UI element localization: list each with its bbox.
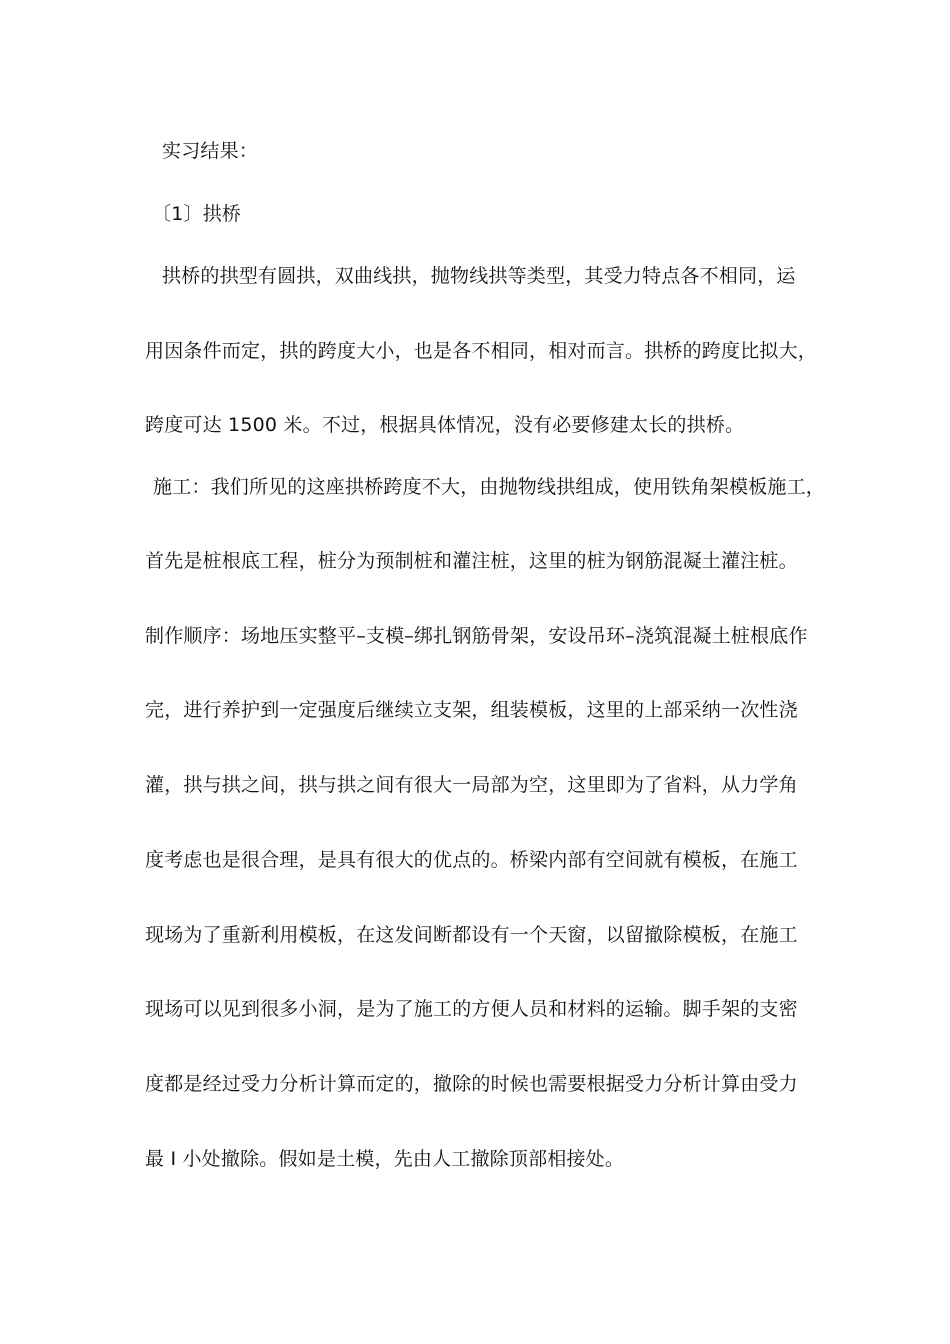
paragraph-line: 施工：我们所见的这座拱桥跨度不大，由抛物线拱组成，使用铁角架模板施工，: [153, 476, 826, 498]
paragraph-line: 现场为了重新利用模板，在这发间断都设有一个天窗，以留撤除模板，在施工: [145, 924, 798, 946]
paragraph-line: 度考虑也是很合理，是具有很大的优点的。桥梁内部有空间就有模板，在施工: [145, 849, 798, 871]
paragraph-line: 首先是桩根底工程，桩分为预制桩和灌注桩，这里的桩为钢筋混凝土灌注桩。: [145, 550, 798, 572]
paragraph-line: 度都是经过受力分析计算而定的，撤除的时候也需要根据受力分析计算由受力: [145, 1073, 798, 1095]
paragraph-line: 拱桥的拱型有圆拱，双曲线拱，抛物线拱等类型，其受力特点各不相同，运: [162, 265, 796, 287]
paragraph-line: 最 I 小处撤除。假如是土模，先由人工撤除顶部相接处。: [145, 1148, 625, 1170]
paragraph-line: 制作顺序：场地压实整平–支模–绑扎钢筋骨架，安设吊环–浇筑混凝土桩根底作: [145, 625, 808, 647]
paragraph-line: 现场可以见到很多小洞，是为了施工的方便人员和材料的运输。脚手架的支密: [145, 998, 798, 1020]
paragraph-line: 完，进行养护到一定强度后继续立支架，组装模板，这里的上部采纳一次性浇: [145, 699, 798, 721]
paragraph-line: 灌，拱与拱之间，拱与拱之间有很大一局部为空，这里即为了省料，从力学角: [145, 774, 798, 796]
paragraph-line: 跨度可达 1500 米。不过，根据具体情况，没有必要修建太长的拱桥。: [145, 414, 745, 436]
paragraph-line: 用因条件而定，拱的跨度大小，也是各不相同，相对而言。拱桥的跨度比拟大，: [145, 340, 818, 362]
subsection-heading-arch-bridge: 〔1〕拱桥: [152, 203, 242, 225]
section-heading: 实习结果：: [162, 140, 259, 162]
